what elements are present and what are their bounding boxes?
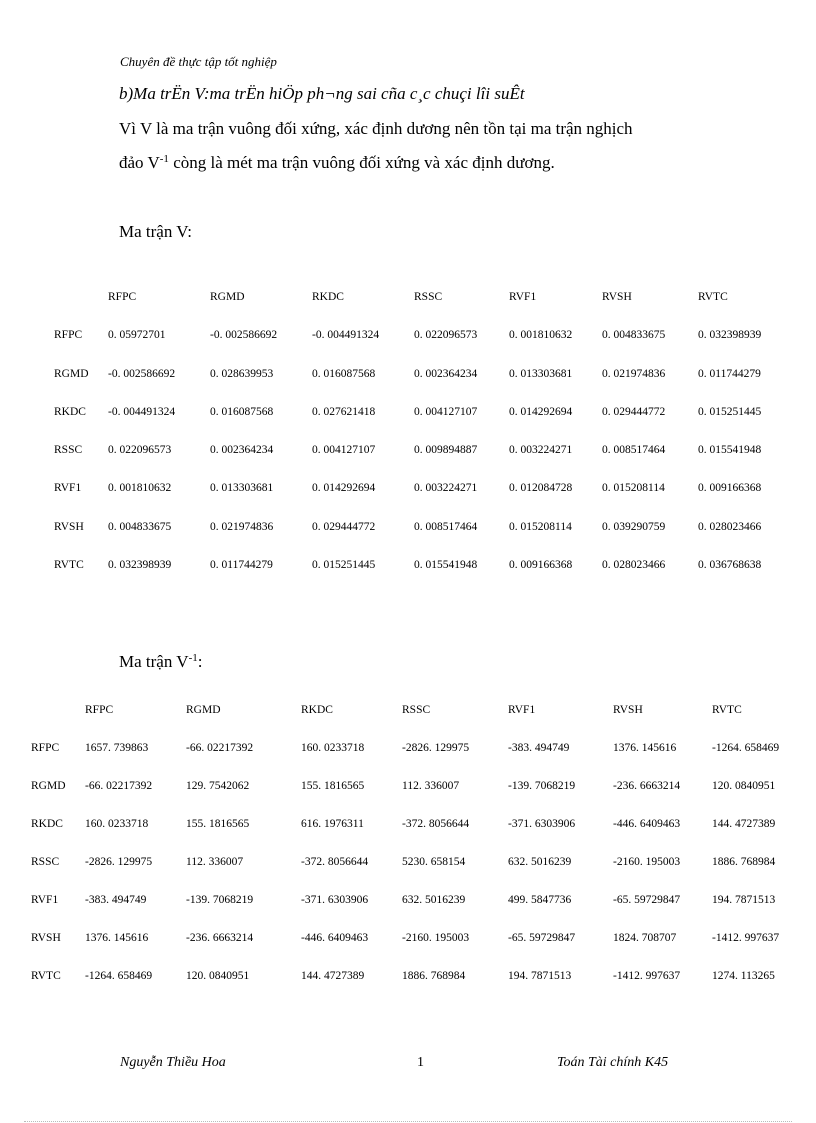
matrix-cell: -383. 494749 bbox=[85, 894, 147, 906]
section-heading: b)Ma trËn V:ma trËn hiÖp ph¬ng sai cña c¸c chuçi lîi suÊt bbox=[119, 84, 525, 103]
matrix-cell: 112. 336007 bbox=[402, 780, 460, 792]
matrix-cell: 0. 015541948 bbox=[414, 559, 478, 572]
matrix-cell: -1412. 997637 bbox=[613, 970, 681, 982]
matrix-row-label: RKDC bbox=[54, 405, 86, 418]
matrix-v-label: Ma trận V: bbox=[119, 222, 193, 241]
matrix-cell: -446. 6409463 bbox=[301, 932, 369, 944]
paragraph-line-2-suffix: còng là mét ma trận vuông đối xứng và xác định dương. bbox=[168, 153, 555, 172]
matrix-cell: 0. 016087568 bbox=[210, 405, 274, 418]
matrix-cell: 0. 001810632 bbox=[509, 329, 573, 342]
matrix-cell: -1412. 997637 bbox=[712, 932, 780, 944]
matrix-cell: -139. 7068219 bbox=[186, 894, 254, 906]
matrix-cell: -383. 494749 bbox=[508, 742, 570, 754]
matrix-cell: -371. 6303906 bbox=[301, 894, 369, 906]
matrix-cell: 0. 014292694 bbox=[509, 405, 573, 418]
matrix-cell: 499. 5847736 bbox=[508, 894, 572, 906]
matrix-cell: 144. 4727389 bbox=[301, 970, 365, 982]
matrix-cell: -139. 7068219 bbox=[508, 780, 576, 792]
matrix-cell: 0. 013303681 bbox=[509, 367, 573, 380]
matrix-cell: 0. 009166368 bbox=[698, 482, 762, 495]
matrix-cell: 0. 003224271 bbox=[414, 482, 478, 495]
matrix-row bbox=[31, 894, 792, 932]
matrix-row bbox=[31, 780, 792, 818]
matrix-row bbox=[54, 521, 788, 559]
matrix-row bbox=[31, 856, 792, 894]
matrix-v-table bbox=[54, 291, 788, 597]
matrix-cell: 155. 1816565 bbox=[186, 818, 250, 830]
matrix-column-header: RSSC bbox=[414, 291, 443, 303]
matrix-cell: -0. 004491324 bbox=[108, 405, 176, 418]
matrix-column-header: RKDC bbox=[301, 704, 333, 716]
matrix-cell: 1376. 145616 bbox=[613, 742, 677, 754]
matrix-cell: 120. 0840951 bbox=[712, 780, 776, 792]
matrix-cell: 0. 015251445 bbox=[698, 405, 762, 418]
matrix-cell: 0. 012084728 bbox=[509, 482, 573, 495]
matrix-cell: 194. 7871513 bbox=[508, 970, 572, 982]
matrix-cell: 144. 4727389 bbox=[712, 818, 776, 830]
matrix-column-header: RVF1 bbox=[508, 704, 536, 716]
matrix-cell: 0. 029444772 bbox=[312, 520, 376, 533]
matrix-column-header: RFPC bbox=[85, 704, 114, 716]
matrix-cell: 1274. 113265 bbox=[712, 970, 775, 982]
matrix-row bbox=[54, 482, 788, 520]
matrix-vinv-label-superscript: -1 bbox=[188, 652, 198, 664]
matrix-row-label: RFPC bbox=[54, 329, 83, 342]
matrix-row-label: RVSH bbox=[31, 932, 61, 944]
matrix-row-label: RVTC bbox=[54, 559, 84, 572]
matrix-cell: 0. 003224271 bbox=[509, 444, 573, 457]
paragraph-line-2 bbox=[119, 153, 555, 173]
matrix-vinv-table bbox=[31, 704, 792, 1008]
matrix-cell: -372. 8056644 bbox=[301, 856, 369, 868]
matrix-row bbox=[54, 329, 788, 367]
matrix-row-label: RVF1 bbox=[31, 894, 59, 906]
matrix-cell: -0. 002586692 bbox=[108, 367, 176, 380]
matrix-cell: 1824. 708707 bbox=[613, 932, 677, 944]
matrix-cell: 0. 028023466 bbox=[698, 520, 762, 533]
matrix-cell: 160. 0233718 bbox=[301, 742, 365, 754]
footer-author: Nguyễn Thiều Hoa bbox=[120, 1055, 226, 1070]
matrix-cell: 129. 7542062 bbox=[186, 780, 250, 792]
matrix-column-header: RVSH bbox=[613, 704, 643, 716]
matrix-cell: 0. 004127107 bbox=[312, 444, 376, 457]
matrix-cell: 0. 008517464 bbox=[414, 520, 478, 533]
matrix-header-row bbox=[31, 704, 792, 742]
matrix-cell: 160. 0233718 bbox=[85, 818, 149, 830]
matrix-column-header: RGMD bbox=[186, 704, 221, 716]
matrix-cell: 0. 028639953 bbox=[210, 367, 274, 380]
matrix-cell: 1886. 768984 bbox=[402, 970, 466, 982]
matrix-cell: -2826. 129975 bbox=[85, 856, 153, 868]
matrix-cell: 0. 004833675 bbox=[602, 329, 666, 342]
matrix-cell: -446. 6409463 bbox=[613, 818, 681, 830]
matrix-cell: 194. 7871513 bbox=[712, 894, 776, 906]
matrix-cell: 0. 008517464 bbox=[602, 444, 666, 457]
matrix-cell: -1264. 658469 bbox=[85, 970, 153, 982]
matrix-row-label: RVF1 bbox=[54, 482, 82, 495]
matrix-cell: 0. 032398939 bbox=[698, 329, 762, 342]
matrix-column-header: RKDC bbox=[312, 291, 344, 303]
matrix-cell: 0. 015251445 bbox=[312, 559, 376, 572]
matrix-cell: 0. 011744279 bbox=[698, 367, 761, 380]
matrix-cell: 632. 5016239 bbox=[402, 894, 466, 906]
matrix-cell: 112. 336007 bbox=[186, 856, 244, 868]
matrix-row-label: RKDC bbox=[31, 818, 63, 830]
matrix-row bbox=[54, 444, 788, 482]
paragraph-line-2-prefix: đảo V bbox=[119, 153, 160, 172]
matrix-row bbox=[54, 368, 788, 406]
matrix-cell: 155. 1816565 bbox=[301, 780, 365, 792]
matrix-cell: 0. 027621418 bbox=[312, 405, 376, 418]
matrix-column-header: RFPC bbox=[108, 291, 137, 303]
matrix-row bbox=[31, 818, 792, 856]
matrix-cell: 0. 016087568 bbox=[312, 367, 376, 380]
matrix-cell: 0. 011744279 bbox=[210, 559, 273, 572]
paragraph-line-1: Vì V là ma trận vuông đối xứng, xác định dương nên tồn tại ma trận nghịch bbox=[119, 119, 633, 138]
matrix-cell: -66. 02217392 bbox=[186, 742, 254, 754]
matrix-cell: 120. 0840951 bbox=[186, 970, 250, 982]
matrix-row bbox=[54, 406, 788, 444]
matrix-cell: 0. 029444772 bbox=[602, 405, 666, 418]
matrix-row-label: RSSC bbox=[31, 856, 60, 868]
matrix-cell: -236. 6663214 bbox=[613, 780, 681, 792]
matrix-cell: 0. 015541948 bbox=[698, 444, 762, 457]
footer-page-number: 1 bbox=[417, 1055, 424, 1070]
matrix-cell: 0. 002364234 bbox=[210, 444, 274, 457]
matrix-cell: -1264. 658469 bbox=[712, 742, 780, 754]
footer-course: Toán Tài chính K45 bbox=[557, 1055, 669, 1070]
matrix-cell: 0. 015208114 bbox=[602, 482, 665, 495]
page-bottom-divider bbox=[24, 1121, 792, 1122]
matrix-header-row bbox=[54, 291, 788, 329]
matrix-column-header: RVSH bbox=[602, 291, 632, 303]
matrix-corner-cell bbox=[54, 291, 108, 329]
matrix-cell: 0. 05972701 bbox=[108, 329, 166, 342]
matrix-row-label: RVSH bbox=[54, 520, 84, 533]
matrix-cell: 0. 028023466 bbox=[602, 559, 666, 572]
matrix-cell: 0. 009894887 bbox=[414, 444, 478, 457]
matrix-cell: 0. 036768638 bbox=[698, 559, 762, 572]
matrix-cell: 0. 004127107 bbox=[414, 405, 478, 418]
matrix-cell: -2826. 129975 bbox=[402, 742, 470, 754]
matrix-cell: -0. 004491324 bbox=[312, 329, 380, 342]
matrix-cell: 0. 001810632 bbox=[108, 482, 172, 495]
matrix-row bbox=[31, 932, 792, 970]
matrix-column-header: RVF1 bbox=[509, 291, 537, 303]
matrix-row-label: RGMD bbox=[31, 780, 66, 792]
matrix-row bbox=[31, 970, 792, 1008]
matrix-column-header: RSSC bbox=[402, 704, 431, 716]
matrix-cell: -2160. 195003 bbox=[613, 856, 681, 868]
matrix-row-label: RVTC bbox=[31, 970, 61, 982]
document-header-title: Chuyên đề thực tập tốt nghiệp bbox=[120, 54, 277, 69]
matrix-cell: 0. 021974836 bbox=[602, 367, 666, 380]
matrix-cell: 0. 013303681 bbox=[210, 482, 274, 495]
matrix-cell: 0. 009166368 bbox=[509, 559, 573, 572]
matrix-column-header: RVTC bbox=[712, 704, 742, 716]
matrix-cell: -236. 6663214 bbox=[186, 932, 254, 944]
matrix-cell: 0. 015208114 bbox=[509, 520, 572, 533]
matrix-cell: 0. 022096573 bbox=[414, 329, 478, 342]
matrix-cell: 0. 002364234 bbox=[414, 367, 478, 380]
matrix-cell: 0. 014292694 bbox=[312, 482, 376, 495]
matrix-column-header: RVTC bbox=[698, 291, 728, 303]
matrix-cell: 1657. 739863 bbox=[85, 742, 149, 754]
matrix-row bbox=[31, 742, 792, 780]
matrix-cell: 632. 5016239 bbox=[508, 856, 572, 868]
matrix-cell: -372. 8056644 bbox=[402, 818, 470, 830]
matrix-cell: -65. 59729847 bbox=[508, 932, 576, 944]
paragraph-line-2-superscript: -1 bbox=[159, 153, 169, 165]
matrix-column-header: RGMD bbox=[210, 291, 245, 303]
matrix-cell: 1886. 768984 bbox=[712, 856, 776, 868]
matrix-cell: 5230. 658154 bbox=[402, 856, 466, 868]
matrix-row-label: RSSC bbox=[54, 444, 83, 457]
matrix-cell: 1376. 145616 bbox=[85, 932, 149, 944]
matrix-cell: -65. 59729847 bbox=[613, 894, 681, 906]
matrix-corner-cell bbox=[31, 704, 85, 742]
matrix-cell: 0. 022096573 bbox=[108, 444, 172, 457]
matrix-cell: 0. 032398939 bbox=[108, 559, 172, 572]
matrix-cell: 0. 039290759 bbox=[602, 520, 666, 533]
matrix-cell: -66. 02217392 bbox=[85, 780, 153, 792]
matrix-cell: -371. 6303906 bbox=[508, 818, 576, 830]
matrix-vinv-label bbox=[119, 652, 202, 672]
matrix-row-label: RGMD bbox=[54, 367, 89, 380]
matrix-vinv-label-prefix: Ma trận V bbox=[119, 652, 189, 671]
matrix-cell: 616. 1976311 bbox=[301, 818, 364, 830]
matrix-cell: -0. 002586692 bbox=[210, 329, 278, 342]
matrix-cell: 0. 021974836 bbox=[210, 520, 274, 533]
matrix-row-label: RFPC bbox=[31, 742, 60, 754]
matrix-cell: 0. 004833675 bbox=[108, 520, 172, 533]
matrix-row bbox=[54, 559, 788, 597]
matrix-vinv-label-suffix: : bbox=[197, 652, 203, 671]
matrix-cell: -2160. 195003 bbox=[402, 932, 470, 944]
